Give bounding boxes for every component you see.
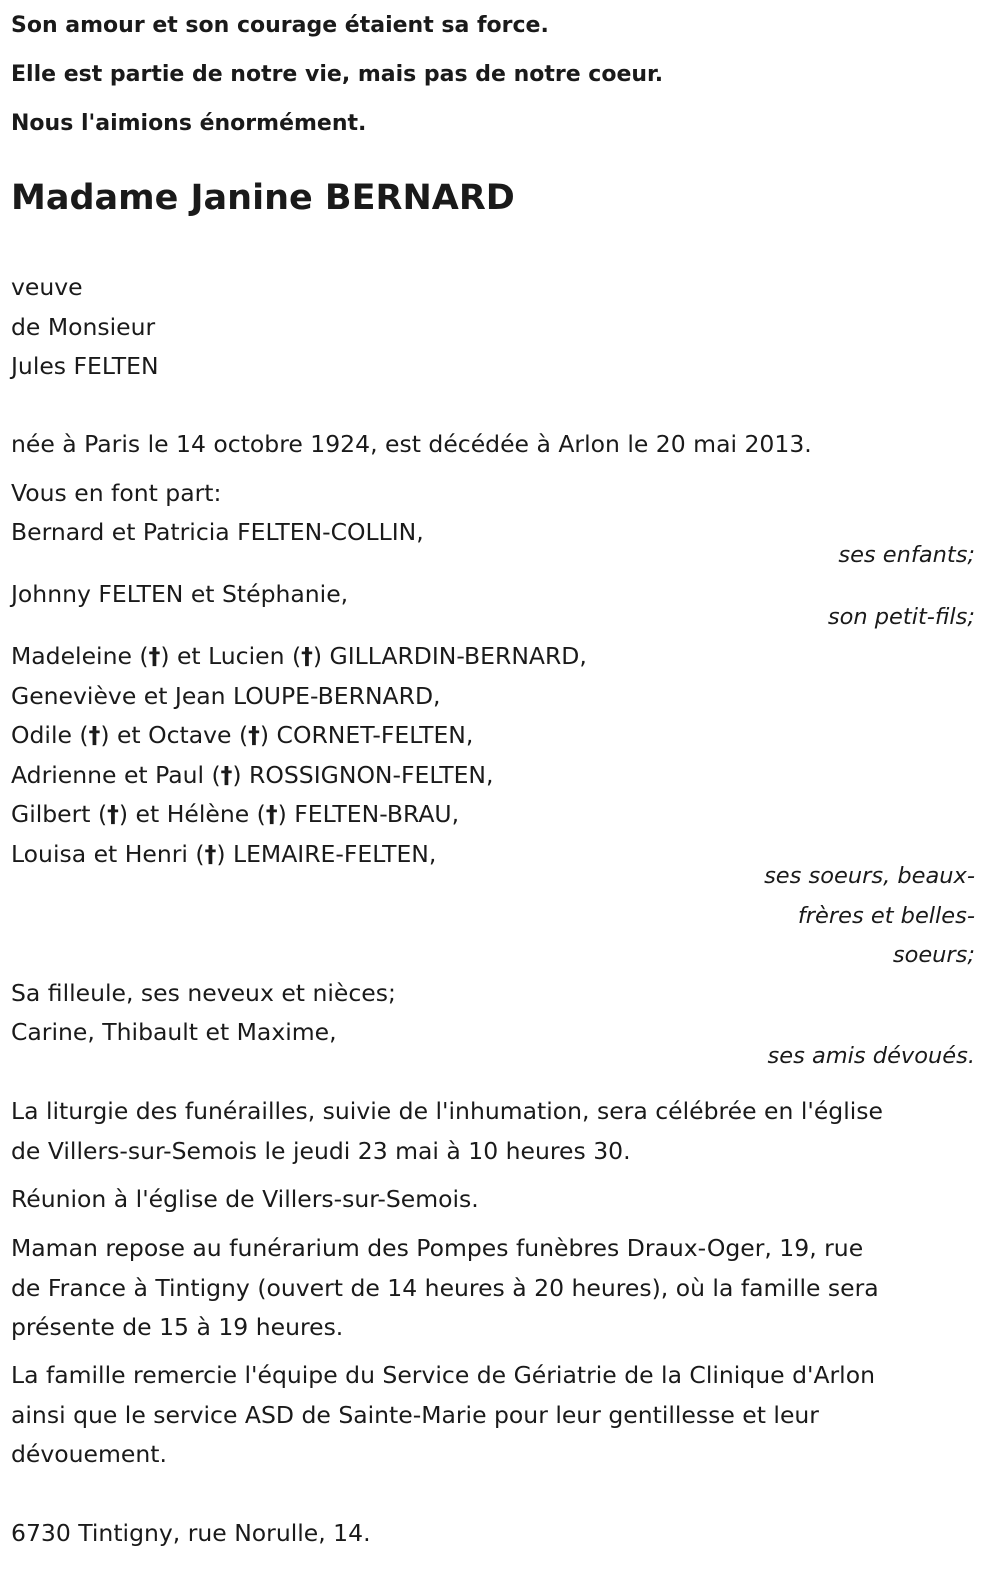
thanks-paragraph xyxy=(11,1356,875,1475)
announce-line: Vous en font part: xyxy=(11,479,222,507)
liturgy-line: La liturgie des funérailles, suivie de l'inhumation, sera célébrée en l'église xyxy=(11,1097,883,1125)
sibling-text: Gilbert ( xyxy=(11,800,108,828)
sibling-line xyxy=(11,637,587,677)
sibling-line xyxy=(11,795,587,835)
cross-icon: † xyxy=(88,721,101,749)
sibling-text: ) CORNET-FELTEN, xyxy=(259,721,474,749)
sibling-text: Louisa et Henri ( xyxy=(11,839,205,868)
sibling-text: Adrienne et Paul ( xyxy=(11,760,221,789)
children-role: ses enfants; xyxy=(838,542,975,568)
sibling-line xyxy=(11,677,587,717)
spouse-line: Jules FELTEN xyxy=(11,352,159,380)
sibling-text: Madeleine ( xyxy=(11,642,149,670)
sibling-text: ) LEMAIRE-FELTEN, xyxy=(216,839,437,868)
children-line: Bernard et Patricia FELTEN-COLLIN, xyxy=(11,518,424,546)
siblings-list xyxy=(11,637,587,874)
sibling-text: ) GILLARDIN-BERNARD, xyxy=(312,642,587,670)
epigraph-line: Son amour et son courage étaient sa force. xyxy=(11,13,549,38)
sibling-text: ) ROSSIGNON-FELTEN, xyxy=(232,760,494,789)
thanks-line: La famille remercie l'équipe du Service de Gériatrie de la Clinique d'Arlon xyxy=(11,1361,875,1389)
spouse-block xyxy=(11,268,159,387)
thanks-line: dévouement. xyxy=(11,1440,167,1468)
reunion-line: Réunion à l'église de Villers-sur-Semois. xyxy=(11,1185,479,1213)
friends-line: Carine, Thibault et Maxime, xyxy=(11,1018,337,1046)
sibling-text: Odile ( xyxy=(11,721,89,749)
siblings-role-line: ses soeurs, beaux- xyxy=(764,863,975,889)
sibling-line xyxy=(11,756,587,796)
spouse-line: veuve xyxy=(11,273,83,301)
cross-icon: † xyxy=(301,642,313,670)
cross-icon: † xyxy=(265,800,278,828)
cross-icon: † xyxy=(204,839,217,868)
grandson-role: son petit-fils; xyxy=(827,604,975,630)
siblings-role xyxy=(764,857,975,976)
sibling-line xyxy=(11,716,587,756)
epigraph xyxy=(11,0,663,148)
sibling-text: ) et Hélène ( xyxy=(118,800,266,828)
siblings-role-line: soeurs; xyxy=(892,942,975,968)
funerarium-line: de France à Tintigny (ouvert de 14 heures à 20 heures), où la famille sera xyxy=(11,1273,879,1302)
funerarium-paragraph xyxy=(11,1229,879,1348)
sibling-text: ) FELTEN-BRAU, xyxy=(277,800,460,828)
sibling-text: ) et Octave ( xyxy=(100,721,249,749)
grandson-line: Johnny FELTEN et Stéphanie, xyxy=(11,580,349,608)
godchild-line: Sa filleule, ses neveux et nièces; xyxy=(11,979,396,1007)
epigraph-line: Elle est partie de notre vie, mais pas de notre coeur. xyxy=(11,62,664,87)
address-line: 6730 Tintigny, rue Norulle, 14. xyxy=(11,1519,371,1547)
cross-icon: † xyxy=(107,800,119,828)
liturgy-paragraph xyxy=(11,1092,883,1171)
funerarium-line: Maman repose au funérarium des Pompes funèbres Draux-Oger, 19, rue xyxy=(11,1234,864,1262)
deceased-name: Madame Janine BERNARD xyxy=(11,178,515,218)
friends-role: ses amis dévoués. xyxy=(767,1043,975,1069)
cross-icon: † xyxy=(220,760,233,789)
cross-icon: † xyxy=(148,642,161,670)
spouse-line: de Monsieur xyxy=(11,312,156,341)
sibling-text: ) et Lucien ( xyxy=(160,642,302,670)
sibling-line xyxy=(11,835,587,875)
thanks-line: ainsi que le service ASD de Sainte-Marie pour leur gentillesse et leur xyxy=(11,1400,819,1429)
siblings-role-line: frères et belles- xyxy=(797,902,975,929)
cross-icon: † xyxy=(248,721,260,749)
epigraph-line: Nous l'aimions énormément. xyxy=(11,111,367,136)
birth-death-line: née à Paris le 14 octobre 1924, est décédée à Arlon le 20 mai 2013. xyxy=(11,430,812,458)
funerarium-line: présente de 15 à 19 heures. xyxy=(11,1313,344,1341)
liturgy-line: de Villers-sur-Semois le jeudi 23 mai à 10 heures 30. xyxy=(11,1136,631,1165)
sibling-text: Geneviève et Jean LOUPE-BERNARD, xyxy=(11,681,441,710)
